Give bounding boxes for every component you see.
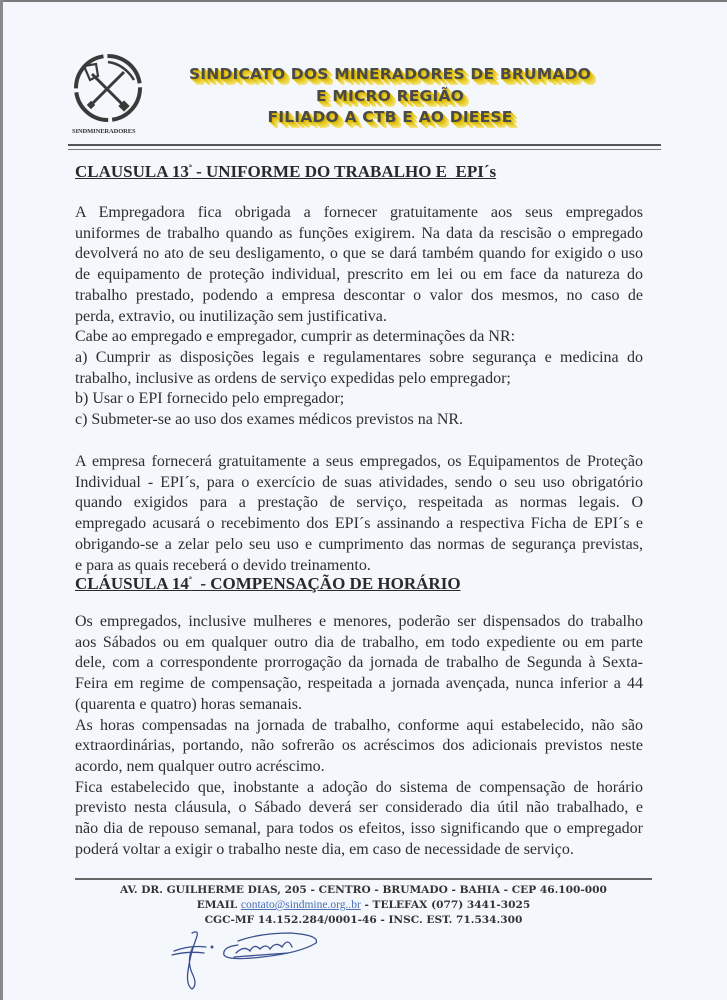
text-line: devolverá no ato de seu desligamento, o que se dará também quando for exigido o uso [75, 245, 643, 263]
text-line: c) Submeter-se ao uso dos exames médicos previstos na NR. [75, 411, 464, 429]
clause-14-heading-title: - COMPENSAÇÃO DE HORÁRIO [191, 574, 461, 593]
organization-title-line: E MICRO REGIÃO [315, 86, 465, 105]
clause-13-heading [75, 162, 496, 182]
page-border-top [0, 0, 727, 2]
text-line: de equipamento de proteção individual, prescrito em lei ou em face da natureza do [75, 266, 643, 284]
telefax: - TELEFAX (077) 3441-3025 [360, 899, 531, 911]
text-line: extraordinárias, portando, não sofrerão os acréscimos dos adicionais previstos neste [75, 737, 643, 755]
text-line: empregado acusará o recebimento dos EPI´s assinando a respectiva Ficha de EPI´s e [75, 515, 643, 533]
footer-address: AV. DR. GUILHERME DIAS, 205 - CENTRO - BRUMADO - BAHIA - CEP 46.100-000 [120, 884, 607, 896]
footer-divider [75, 878, 652, 880]
text-line: Feira em regime de compensação, respeitada a jornada avençada, nunca inferior a 44 [75, 675, 643, 693]
email-label: EMAIL [196, 899, 241, 911]
logo-caption: SINDMINERADORES [72, 128, 136, 135]
clause-13-paragraph-2 [75, 452, 643, 576]
text-line: quando exigidos para a prestação de serviço, respeitada as normas legais. O [75, 494, 643, 512]
email-link[interactable]: contato@sindmine.org..br [240, 899, 361, 911]
text-line: e para as quais receberá o devido treinamento. [75, 556, 371, 574]
organization-title [150, 64, 630, 129]
organization-title-line: SINDICATO DOS MINERADORES DE BRUMADO [188, 65, 592, 83]
text-line: previsto nesta cláusula, o Sábado deverá ser considerado dia útil não trabalhado, e [75, 799, 643, 817]
organization-title-line: FILIADO A CTB E AO DIEESE [267, 108, 513, 126]
footer-contact [75, 898, 652, 913]
text-line: uniformes de trabalho quando as funções exigirem. Na data da rescisão o empregado [75, 224, 643, 242]
text-line: obrigando-se a zelar pelo seu uso e cumprimento das normas de segurança previstas, [75, 535, 643, 553]
clause-13-heading-prefix: CLAUSULA 13 [75, 162, 189, 181]
crossed-shovel-pickaxe-icon [72, 52, 144, 124]
letterhead-footer [75, 883, 652, 928]
text-line: A Empregadora fica obrigada a fornecer gratuitamente aos seus empregados [75, 204, 643, 221]
text-line: Cabe ao empregado e empregador, cumprir as determinações da NR: [75, 328, 516, 346]
text-line: acordo, nem qualquer outro acréscimo. [75, 757, 325, 775]
handwritten-signature [170, 925, 320, 997]
header-divider [68, 144, 661, 146]
text-line: (quarenta e quatro) horas semanais. [75, 695, 303, 713]
clause-14-ordinal: ª [188, 575, 192, 586]
text-line: dele, com a correspondente prorrogação da jornada de trabalho de Segunda à Sexta- [75, 654, 643, 672]
text-line: trabalho, inclusive as ordens de serviço expedidas pelo empregador; [75, 369, 511, 387]
text-line: poderá voltar a exigir o trabalho neste dia, em caso de necessidade de serviço. [75, 840, 574, 858]
text-line: Individual - EPI´s, para o exercício de suas atividades, sendo o seu uso obrigatório [75, 473, 643, 491]
text-line: não dia de repouso semanal, para todos os efeitos, isso significando que o empregador [75, 820, 643, 838]
clause-13-ordinal: ª [188, 163, 192, 174]
clause-14-heading-prefix: CLÁUSULA 14 [75, 574, 189, 593]
text-line: As horas compensadas na jornada de trabalho, conforme aqui estabelecido, não são [75, 716, 643, 734]
clause-14-heading [75, 574, 461, 594]
page-border-left [0, 0, 3, 1000]
text-line: a) Cumprir as disposições legais e regulamentares sobre segurança e medicina do [75, 348, 643, 366]
header-divider-thin [68, 149, 661, 150]
text-line: trabalho prestado, podendo a empresa descontar o valor dos mesmos, no caso de [75, 286, 643, 304]
text-line: A empresa fornecerá gratuitamente a seus empregados, os Equipamentos de Proteção [75, 453, 643, 470]
clause-13-heading-title: - UNIFORME DO TRABALHO E EPI´s [191, 162, 497, 181]
text-line: Os empregados, inclusive mulheres e menores, poderão ser dispensados do trabalho [75, 613, 643, 630]
clause-13-paragraph-1 [75, 203, 643, 431]
footer-registry: CGC-MF 14.152.284/0001-46 - INSC. EST. 71.534.300 [204, 914, 523, 926]
text-line: Fica estabelecido que, inobstante a adoção do sistema de compensação de horário [75, 778, 643, 796]
clause-14-paragraph-1 [75, 612, 643, 860]
text-line: b) Usar o EPI fornecido pelo empregador; [75, 390, 345, 408]
text-line: aos Sábados ou em qualquer outro dia de trabalho, em todo expediente ou em parte [75, 633, 643, 651]
text-line: perda, extravio, ou inutilização sem justificativa. [75, 307, 387, 325]
